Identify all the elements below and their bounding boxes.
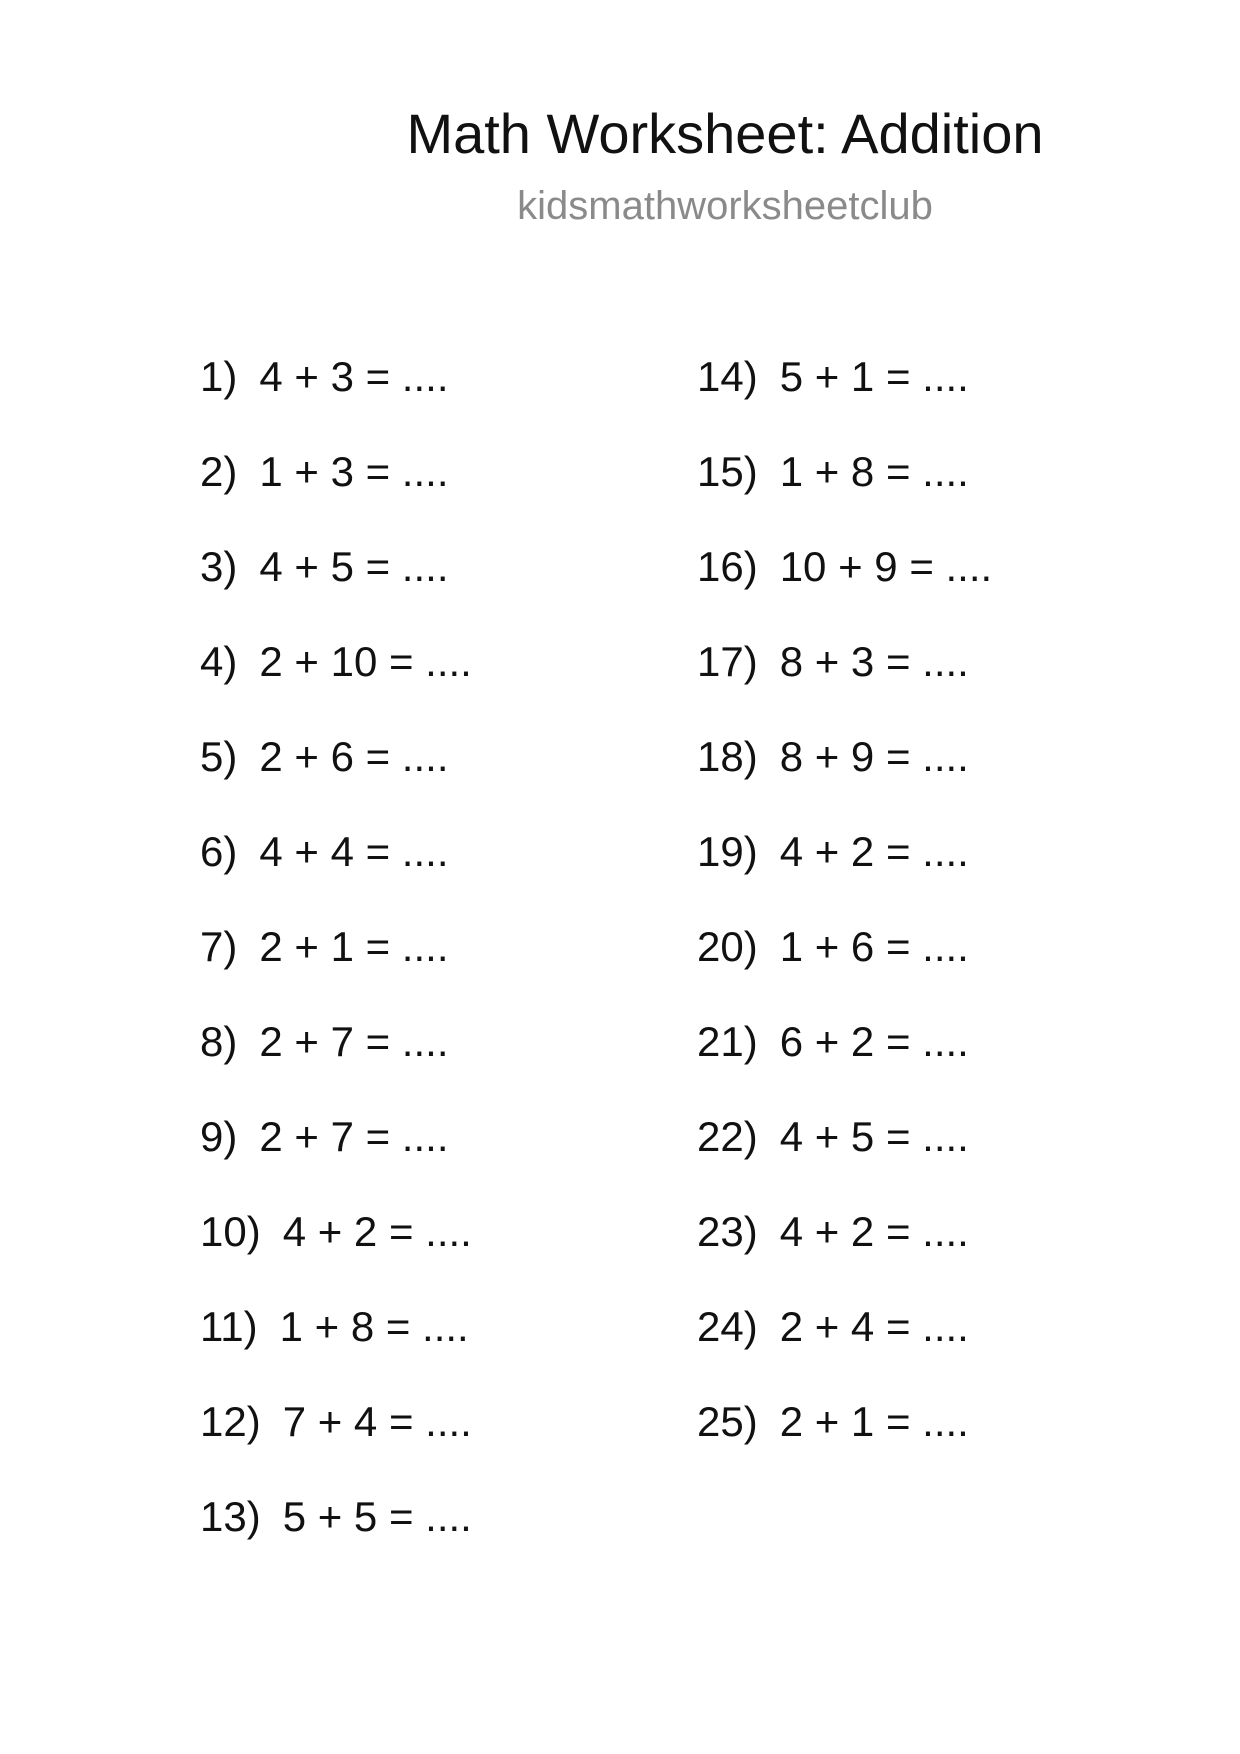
problem-expression: 4 + 4 = .... [259,828,449,875]
problem-expression: 2 + 10 = .... [259,638,472,685]
problem-item [200,1205,472,1300]
worksheet-title: Math Worksheet: Addition [406,102,1044,165]
problem-expression: 2 + 6 = .... [259,733,449,780]
problem-expression: 1 + 3 = .... [259,448,449,495]
problem-expression: 1 + 8 = .... [279,1303,469,1350]
problem-expression: 2 + 1 = .... [259,923,449,970]
problem-expression: 7 + 4 = .... [282,1398,472,1445]
problem-number: 23) [697,1208,758,1255]
problem-expression: 1 + 6 = .... [779,923,969,970]
problem-expression: 4 + 5 = .... [259,543,449,590]
problem-expression: 5 + 5 = .... [282,1493,472,1540]
problem-item [697,825,992,920]
problem-item [697,920,992,1015]
problem-number: 8) [200,1018,238,1065]
problem-number: 1) [200,353,238,400]
problem-item [200,920,472,1015]
problem-expression: 4 + 5 = .... [779,1113,969,1160]
problem-number: 19) [697,828,758,875]
problem-number: 6) [200,828,238,875]
problem-expression: 2 + 1 = .... [779,1398,969,1445]
problem-item [697,540,992,635]
problem-expression: 4 + 2 = .... [779,1208,969,1255]
problem-item [200,540,472,635]
problem-expression: 8 + 9 = .... [779,733,969,780]
problem-number: 10) [200,1208,261,1255]
problem-number: 9) [200,1113,238,1160]
problem-number: 16) [697,543,758,590]
problem-number: 14) [697,353,758,400]
problem-item [200,1300,472,1395]
problem-number: 5) [200,733,238,780]
problem-item [200,445,472,540]
problem-item [697,1395,992,1490]
problem-expression: 1 + 8 = .... [779,448,969,495]
problem-expression: 5 + 1 = .... [779,353,969,400]
worksheet-subtitle: kidsmathworksheetclub [517,184,933,228]
problem-number: 21) [697,1018,758,1065]
problem-number: 17) [697,638,758,685]
problem-number: 24) [697,1303,758,1350]
problem-item [200,1015,472,1110]
problem-item [697,1300,992,1395]
problem-item [200,350,472,445]
problem-number: 2) [200,448,238,495]
problem-item [200,1395,472,1490]
problem-item [697,445,992,540]
problem-item [697,1110,992,1205]
problem-item [200,635,472,730]
problem-item [697,635,992,730]
problem-expression: 6 + 2 = .... [779,1018,969,1065]
problem-number: 22) [697,1113,758,1160]
problem-expression: 4 + 2 = .... [282,1208,472,1255]
problem-item [200,825,472,920]
problem-expression: 2 + 4 = .... [779,1303,969,1350]
problem-expression: 2 + 7 = .... [259,1113,449,1160]
problem-expression: 4 + 3 = .... [259,353,449,400]
problem-number: 7) [200,923,238,970]
problem-column-left [200,350,472,1585]
problem-number: 12) [200,1398,261,1445]
problem-column-right [697,350,992,1490]
problem-number: 13) [200,1493,261,1540]
problem-number: 15) [697,448,758,495]
problem-item [697,350,992,445]
problem-number: 3) [200,543,238,590]
problem-number: 18) [697,733,758,780]
problem-expression: 2 + 7 = .... [259,1018,449,1065]
problem-number: 20) [697,923,758,970]
problem-expression: 8 + 3 = .... [779,638,969,685]
problem-number: 11) [200,1303,258,1350]
problem-item [200,730,472,825]
problem-item [697,1015,992,1110]
problem-item [697,730,992,825]
problem-number: 4) [200,638,238,685]
problem-item [200,1490,472,1585]
problem-item [697,1205,992,1300]
problem-expression: 4 + 2 = .... [779,828,969,875]
problem-item [200,1110,472,1205]
problem-number: 25) [697,1398,758,1445]
problem-expression: 10 + 9 = .... [779,543,993,590]
